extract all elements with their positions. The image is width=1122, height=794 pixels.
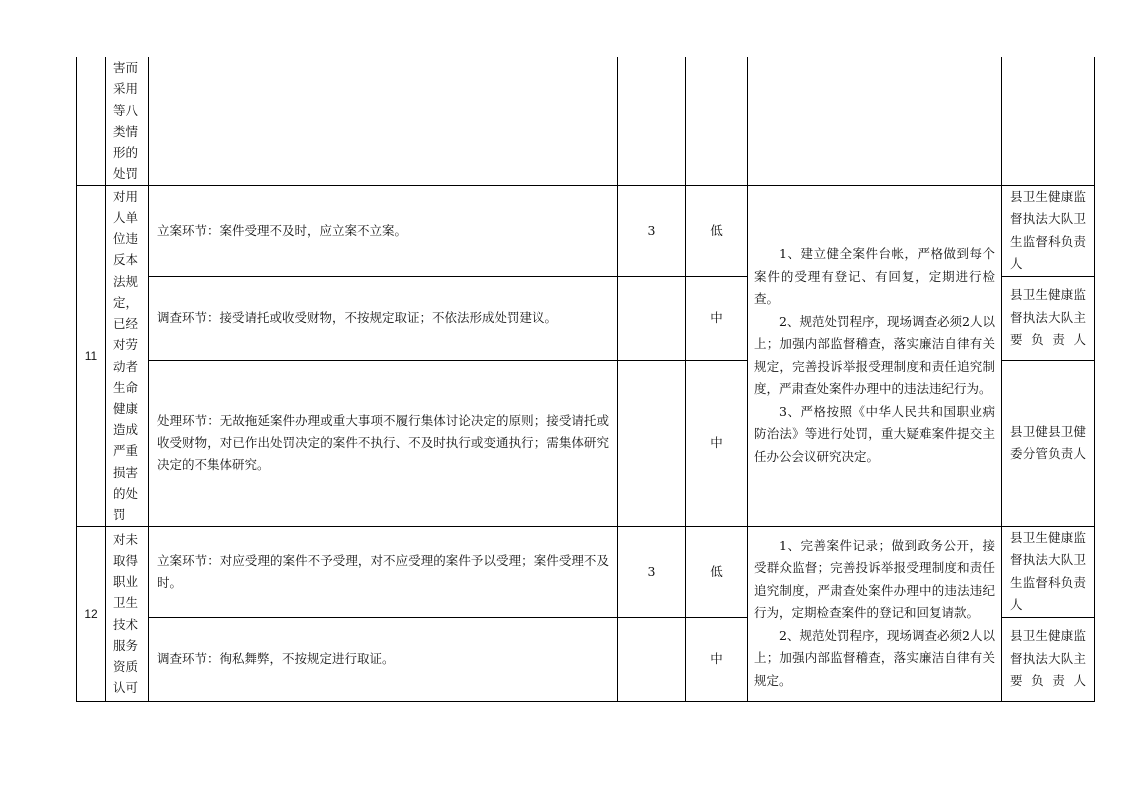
risk-desc: 立案环节：对应受理的案件不予受理，对不应受理的案件予以受理；案件受理不及时。 xyxy=(149,526,618,617)
item-text: 对用人单位违反本法规定，已经对劳动者生命健康造成严重损害的处罚 xyxy=(113,188,139,522)
risk-level: 中 xyxy=(686,617,748,701)
risk-table-page xyxy=(76,57,1094,702)
owner: 县卫生健康监督执法大队主要负责人 xyxy=(1002,617,1095,701)
risk-desc: 立案环节：案件受理不及时，应立案不立案。 xyxy=(149,185,618,276)
risk-score xyxy=(618,617,686,701)
measures-cell xyxy=(748,185,1002,526)
measure-cell-empty xyxy=(748,57,1002,185)
measure-item: 2、规范处罚程序，现场调查必须2人以上；加强内部监督稽查，落实廉洁自律有关规定，完善投诉举报受理制度和责任追究制度，严肃查处案件办理中的违法违纪行为。 xyxy=(754,313,995,396)
risk-desc: 调查环节：接受请托或收受财物，不按规定取证；不依法形成处罚建议。 xyxy=(149,276,618,360)
risk-score: 3 xyxy=(618,185,686,276)
owner: 县卫生健康监督执法大队卫生监督科负责人 xyxy=(1002,526,1095,617)
item-cell xyxy=(106,185,149,526)
score-cell-empty xyxy=(618,57,686,185)
risk-level: 低 xyxy=(686,185,748,276)
risk-level: 中 xyxy=(686,360,748,526)
owner-cell-empty xyxy=(1002,57,1095,185)
risk-desc: 处理环节：无故拖延案件办理或重大事项不履行集体讨论决定的原则；接受请托或收受财物，对已作出处罚决定的案件不执行、不及时执行或变通执行；需集体研究决定的不集体研究。 xyxy=(149,360,618,526)
risk-desc: 调查环节：徇私舞弊，不按规定进行取证。 xyxy=(149,617,618,701)
risk-score: 3 xyxy=(618,526,686,617)
level-cell-empty xyxy=(686,57,748,185)
risk-score xyxy=(618,360,686,526)
no-cell-empty xyxy=(77,57,106,185)
table-row-continued xyxy=(77,57,1095,185)
measure-item: 1、建立健全案件台帐，严格做到每个案件的受理有登记、有回复，定期进行检查。 xyxy=(754,246,995,306)
measure-item: 3、严格按照《中华人民共和国职业病防治法》等进行处罚，重大疑难案件提交主任办公会议研究决定。 xyxy=(754,403,995,464)
row-number: 11 xyxy=(77,185,106,526)
risk-control-table xyxy=(76,57,1095,702)
table-row xyxy=(77,526,1095,617)
owner: 县卫生健康监督执法大队卫生监督科负责人 xyxy=(1002,185,1095,276)
item-text: 对未取得职业卫生技术服务资质认可 xyxy=(113,531,139,696)
risk-score xyxy=(618,276,686,360)
owner: 县卫健县卫健委分管负责人 xyxy=(1002,360,1095,526)
item-cell xyxy=(106,57,149,185)
row-number: 12 xyxy=(77,526,106,701)
measures-cell xyxy=(748,526,1002,701)
measure-item: 2、规范处罚程序，现场调查必须2人以上；加强内部监督稽查，落实廉洁自律有关规定。 xyxy=(754,627,995,688)
measure-item: 1、完善案件记录；做到政务公开，接受群众监督；完善投诉举报受理制度和责任追究制度，严肃查处案件办理中的违法违纪行为，定期检查案件的登记和回复请款。 xyxy=(754,537,995,621)
risk-level: 中 xyxy=(686,276,748,360)
table-row xyxy=(77,185,1095,276)
owner: 县卫生健康监督执法大队主要负责人 xyxy=(1002,276,1095,360)
item-cell xyxy=(106,526,149,701)
desc-cell-empty xyxy=(149,57,618,185)
item-text: 害而采用等八类情形的处罚 xyxy=(113,60,139,182)
risk-level: 低 xyxy=(686,526,748,617)
